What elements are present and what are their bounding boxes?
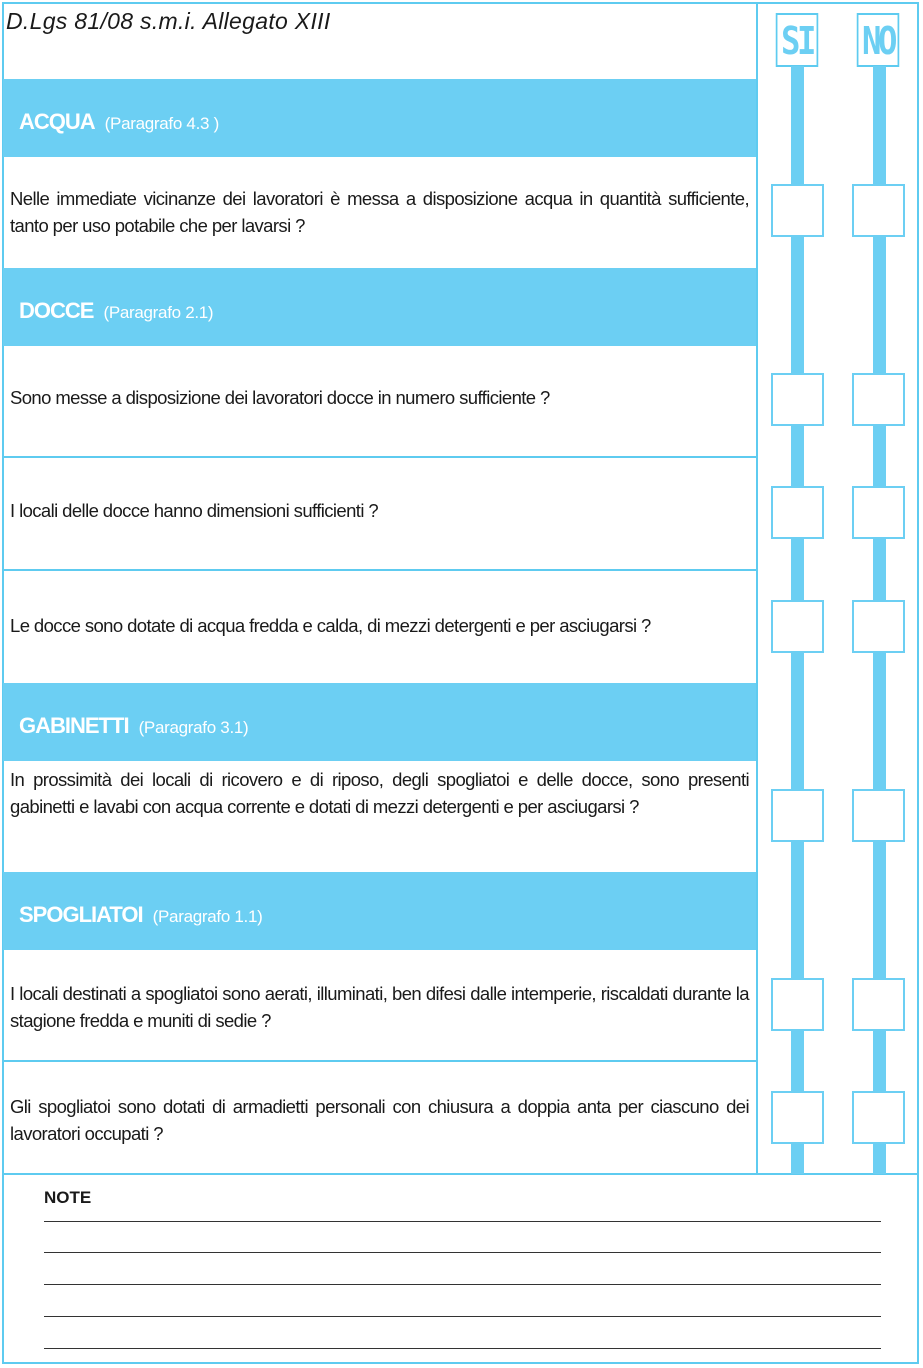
section-title-gabinetti — [19, 713, 248, 739]
question-5: In prossimità dei locali di ricovero e di riposo, degli spogliatoi e delle docce, sono presenti gabinetti e lavabi con acqua corrente e dotati di mezzi detergenti e per asciugarsi ? — [10, 769, 749, 817]
column-divider — [756, 2, 758, 1174]
no-checkbox-q6[interactable] — [852, 978, 905, 1031]
yes-checkbox-q2[interactable] — [771, 373, 824, 426]
notes-divider — [2, 1173, 919, 1175]
section-name: ACQUA — [19, 109, 95, 134]
question-2: Sono messe a disposizione dei lavoratori docce in numero sufficiente ? — [10, 387, 550, 408]
section-reference: (Paragrafo 2.1) — [103, 303, 214, 322]
section-reference: (Paragrafo 1.1) — [152, 907, 263, 926]
question-4: Le docce sono dotate di acqua fredda e calda, di mezzi detergenti e per asciugarsi ? — [10, 615, 651, 636]
section-name: SPOGLIATOI — [19, 902, 143, 927]
yes-column-header: SI — [776, 13, 819, 67]
no-checkbox-q1[interactable] — [852, 184, 905, 237]
no-checkbox-q4[interactable] — [852, 600, 905, 653]
note-line[interactable] — [44, 1221, 881, 1222]
no-checkbox-q7[interactable] — [852, 1091, 905, 1144]
yes-checkbox-q5[interactable] — [771, 789, 824, 842]
no-checkbox-q5[interactable] — [852, 789, 905, 842]
no-checkbox-q3[interactable] — [852, 486, 905, 539]
document-title: D.Lgs 81/08 s.m.i. Allegato XIII — [6, 8, 331, 34]
section-title-docce — [19, 298, 213, 324]
yes-checkbox-q1[interactable] — [771, 184, 824, 237]
section-reference: (Paragrafo 3.1) — [138, 718, 249, 737]
note-line[interactable] — [44, 1252, 881, 1253]
no-checkbox-q2[interactable] — [852, 373, 905, 426]
yes-checkbox-q3[interactable] — [771, 486, 824, 539]
section-name: GABINETTI — [19, 713, 129, 738]
question-3: I locali delle docce hanno dimensioni sufficienti ? — [10, 500, 379, 521]
section-name: DOCCE — [19, 298, 94, 323]
yes-checkbox-q7[interactable] — [771, 1091, 824, 1144]
no-column-header: NO — [857, 13, 900, 67]
row-divider — [3, 456, 757, 458]
question-7: Gli spogliatoi sono dotati di armadietti personali con chiusura a doppia anta per ciascuno dei lavoratori occupati ? — [10, 1096, 749, 1144]
section-title-spogliatoi — [19, 902, 263, 928]
section-reference: (Paragrafo 4.3 ) — [104, 114, 219, 133]
note-line[interactable] — [44, 1348, 881, 1349]
question-6: I locali destinati a spogliatoi sono aerati, illuminati, ben difesi dalle intemperie, riscaldati durante la stagione fredda e muniti di sedie ? — [10, 983, 749, 1031]
note-line[interactable] — [44, 1316, 881, 1317]
row-divider — [3, 1060, 757, 1062]
note-line[interactable] — [44, 1284, 881, 1285]
yes-checkbox-q6[interactable] — [771, 978, 824, 1031]
question-1: Nelle immediate vicinanze dei lavoratori è messa a disposizione acqua in quantità sufficiente, tanto per uso potabile che per lavarsi ? — [10, 188, 749, 236]
row-divider — [3, 569, 757, 571]
yes-checkbox-q4[interactable] — [771, 600, 824, 653]
notes-title: NOTE — [44, 1188, 92, 1207]
section-title-acqua — [19, 109, 219, 135]
